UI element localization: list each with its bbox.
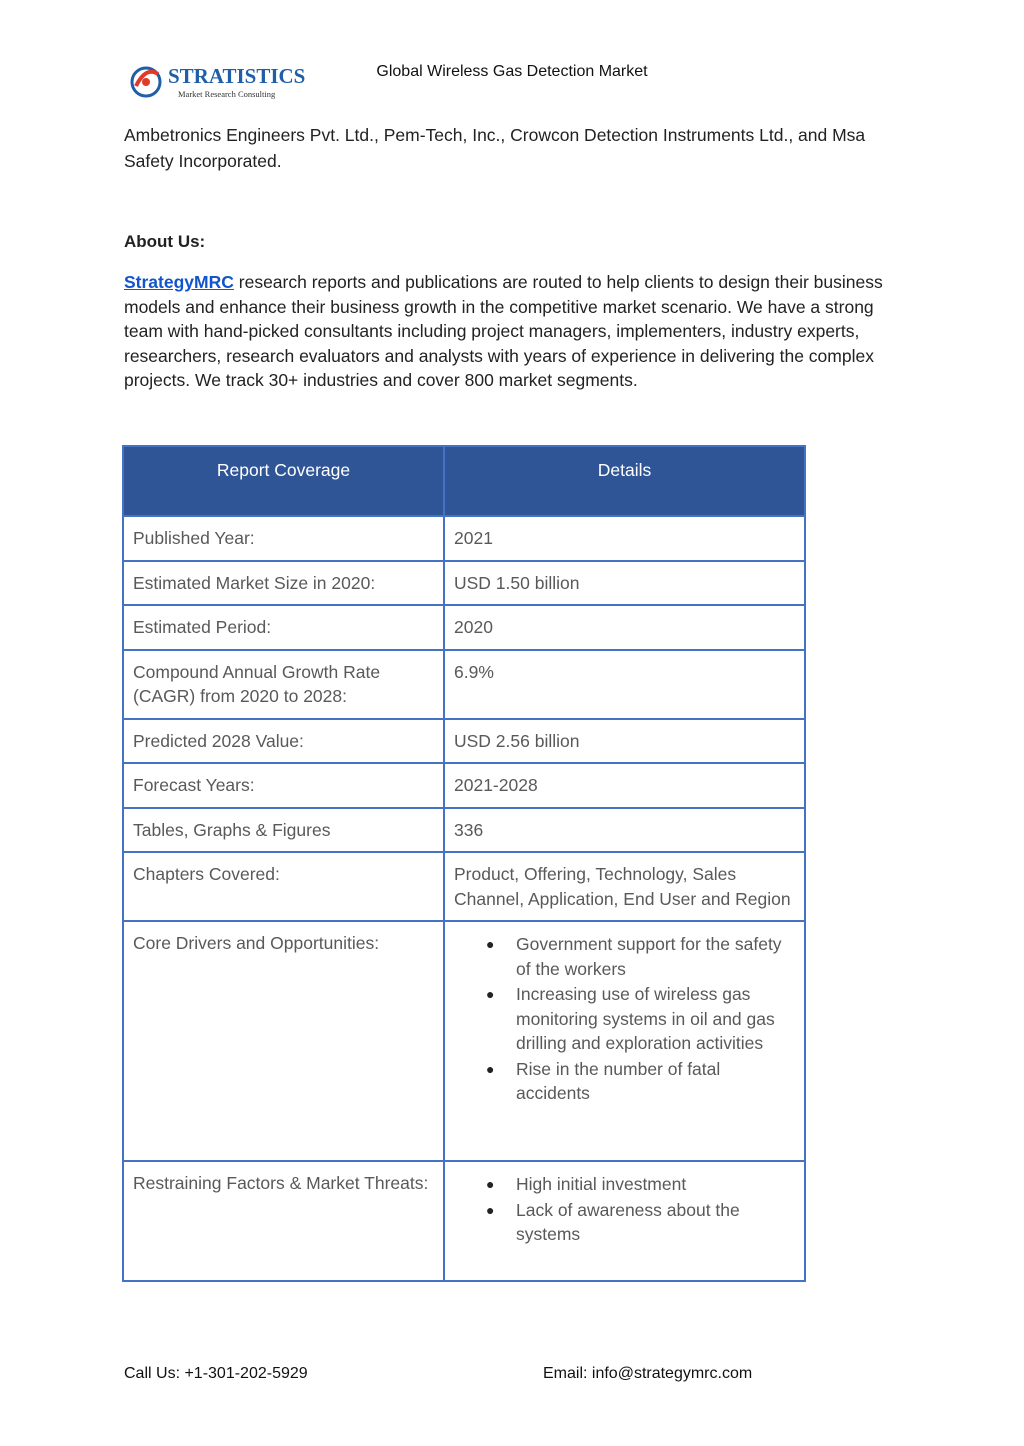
table-row bbox=[123, 605, 805, 650]
row-label: Estimated Market Size in 2020: bbox=[123, 561, 444, 606]
row-label: Tables, Graphs & Figures bbox=[123, 808, 444, 853]
table-row bbox=[123, 516, 805, 561]
report-coverage-table bbox=[122, 445, 806, 1282]
row-label: Forecast Years: bbox=[123, 763, 444, 808]
table-row-drivers bbox=[123, 921, 805, 1161]
row-label: Compound Annual Growth Rate (CAGR) from 2020 to 2028: bbox=[123, 650, 444, 719]
row-value: USD 2.56 billion bbox=[444, 719, 805, 764]
table-row-restraints bbox=[123, 1161, 805, 1281]
row-value: 2020 bbox=[444, 605, 805, 650]
svg-text:STRATISTICS: STRATISTICS bbox=[168, 64, 306, 88]
about-heading: About Us: bbox=[124, 232, 206, 251]
table-row bbox=[123, 763, 805, 808]
drivers-list bbox=[454, 932, 795, 1106]
row-label: Predicted 2028 Value: bbox=[123, 719, 444, 764]
row-label: Chapters Covered: bbox=[123, 852, 444, 921]
row-value: 2021 bbox=[444, 516, 805, 561]
list-item: ● Government support for the safety of the workers bbox=[516, 932, 795, 981]
table-row bbox=[123, 852, 805, 921]
row-value: 336 bbox=[444, 808, 805, 853]
list-item: ● Lack of awareness about the systems bbox=[516, 1198, 795, 1247]
row-value: 2021-2028 bbox=[444, 763, 805, 808]
row-label: Core Drivers and Opportunities: bbox=[123, 921, 444, 1161]
strategymrc-link[interactable]: StrategyMRC bbox=[124, 272, 234, 292]
table-row bbox=[123, 719, 805, 764]
about-paragraph bbox=[124, 270, 904, 393]
table-row bbox=[123, 650, 805, 719]
svg-text:Market Research Consulting: Market Research Consulting bbox=[178, 89, 276, 99]
row-label: Restraining Factors & Market Threats: bbox=[123, 1161, 444, 1281]
list-item: ● Rise in the number of fatal accidents bbox=[516, 1057, 795, 1106]
footer-phone: Call Us: +1-301-202-5929 bbox=[124, 1365, 308, 1382]
restraints-list bbox=[454, 1172, 795, 1247]
row-value bbox=[444, 1161, 805, 1281]
about-body: research reports and publications are routed to help clients to design their business models and enhance their business growth in the competitive market scenario. We have a strong team with hand-picked consultants including project managers, implementers, industry experts, researchers, research evaluators and analysts with years of experience in delivering the complex projects. We track 30+ industries and cover 800 market segments. bbox=[124, 272, 883, 390]
row-label: Published Year: bbox=[123, 516, 444, 561]
row-label: Estimated Period: bbox=[123, 605, 444, 650]
row-value: 6.9% bbox=[444, 650, 805, 719]
row-value: USD 1.50 billion bbox=[444, 561, 805, 606]
row-value: Product, Offering, Technology, Sales Channel, Application, End User and Region bbox=[444, 852, 805, 921]
footer-email: Email: info@strategymrc.com bbox=[543, 1365, 753, 1382]
list-item: ● Increasing use of wireless gas monitoring systems in oil and gas drilling and exploration activities bbox=[516, 982, 795, 1056]
header-report-coverage: Report Coverage bbox=[123, 446, 444, 516]
table-row bbox=[123, 561, 805, 606]
document-title: Global Wireless Gas Detection Market bbox=[376, 63, 648, 80]
row-value bbox=[444, 921, 805, 1161]
list-item: ● High initial investment bbox=[516, 1172, 795, 1197]
header-details: Details bbox=[444, 446, 805, 516]
table-row bbox=[123, 808, 805, 853]
companies-paragraph: Ambetronics Engineers Pvt. Ltd., Pem-Tech, Inc., Crowcon Detection Instruments Ltd., and Msa Safety Incorporated. bbox=[124, 125, 866, 171]
table-header-row bbox=[123, 446, 805, 516]
